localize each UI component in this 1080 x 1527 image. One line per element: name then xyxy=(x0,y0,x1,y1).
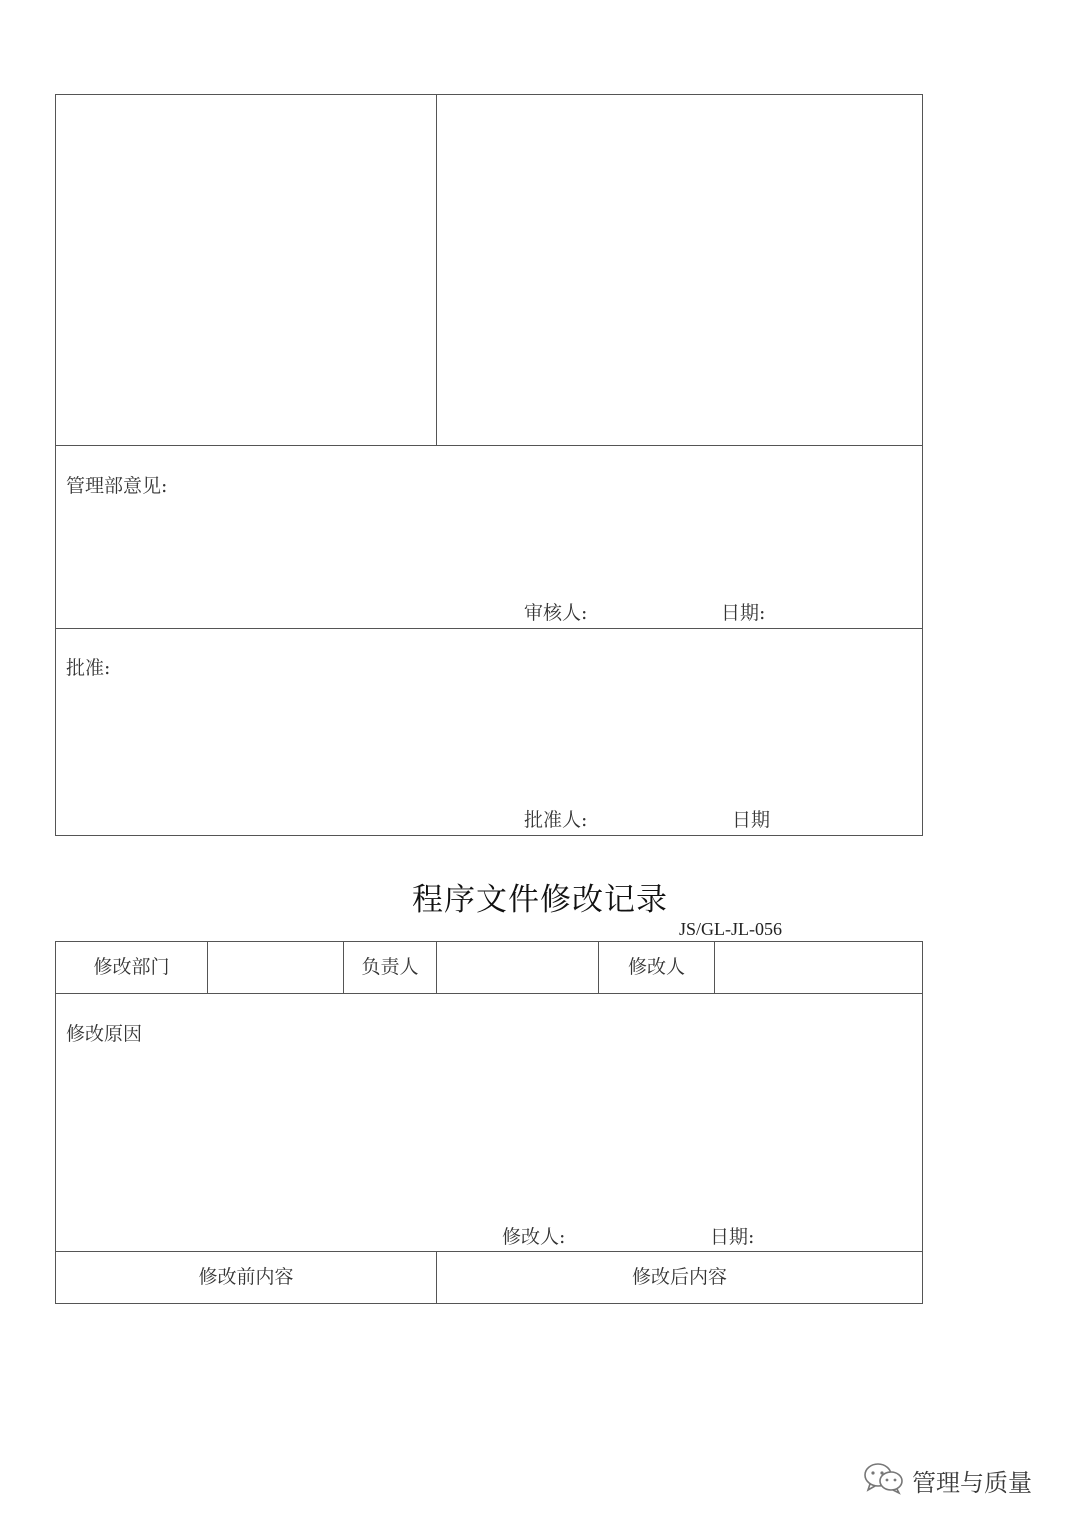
after-content-label: 修改后内容 xyxy=(631,1266,727,1288)
modifier-value-cell[interactable] xyxy=(715,941,922,993)
modifier-label: 修改人 xyxy=(627,956,685,978)
page-title: 程序文件修改记录 xyxy=(412,882,668,918)
record-table xyxy=(55,941,923,1304)
wechat-icon xyxy=(862,1461,906,1499)
reviewer-label: 审核人: xyxy=(524,602,588,624)
approver-label: 批准人: xyxy=(524,809,588,831)
management-opinion-label: 管理部意见: xyxy=(66,475,168,497)
upper-form-column-divider xyxy=(436,94,437,446)
dept-label: 修改部门 xyxy=(93,956,170,978)
owner-value-cell[interactable] xyxy=(437,941,598,993)
dept-value-cell[interactable] xyxy=(208,941,343,993)
watermark xyxy=(862,1460,1032,1500)
upper-form-table xyxy=(55,94,923,836)
owner-label: 负责人 xyxy=(361,956,419,978)
document-code: JS/GL-JL-056 xyxy=(679,919,782,939)
upper-form-row-divider-2 xyxy=(55,628,923,629)
reason-label: 修改原因 xyxy=(66,1023,143,1045)
reason-date-label: 日期: xyxy=(710,1226,755,1248)
watermark-text: 管理与质量 xyxy=(912,1468,1032,1497)
approval-label: 批准: xyxy=(66,657,111,679)
review-date-label: 日期: xyxy=(721,602,766,624)
upper-form-row-divider-1 xyxy=(55,445,923,446)
before-content-label: 修改前内容 xyxy=(198,1266,294,1288)
approval-date-label: 日期 xyxy=(732,809,771,831)
reason-modifier-label: 修改人: xyxy=(502,1226,566,1248)
record-header-bottom xyxy=(55,993,923,994)
